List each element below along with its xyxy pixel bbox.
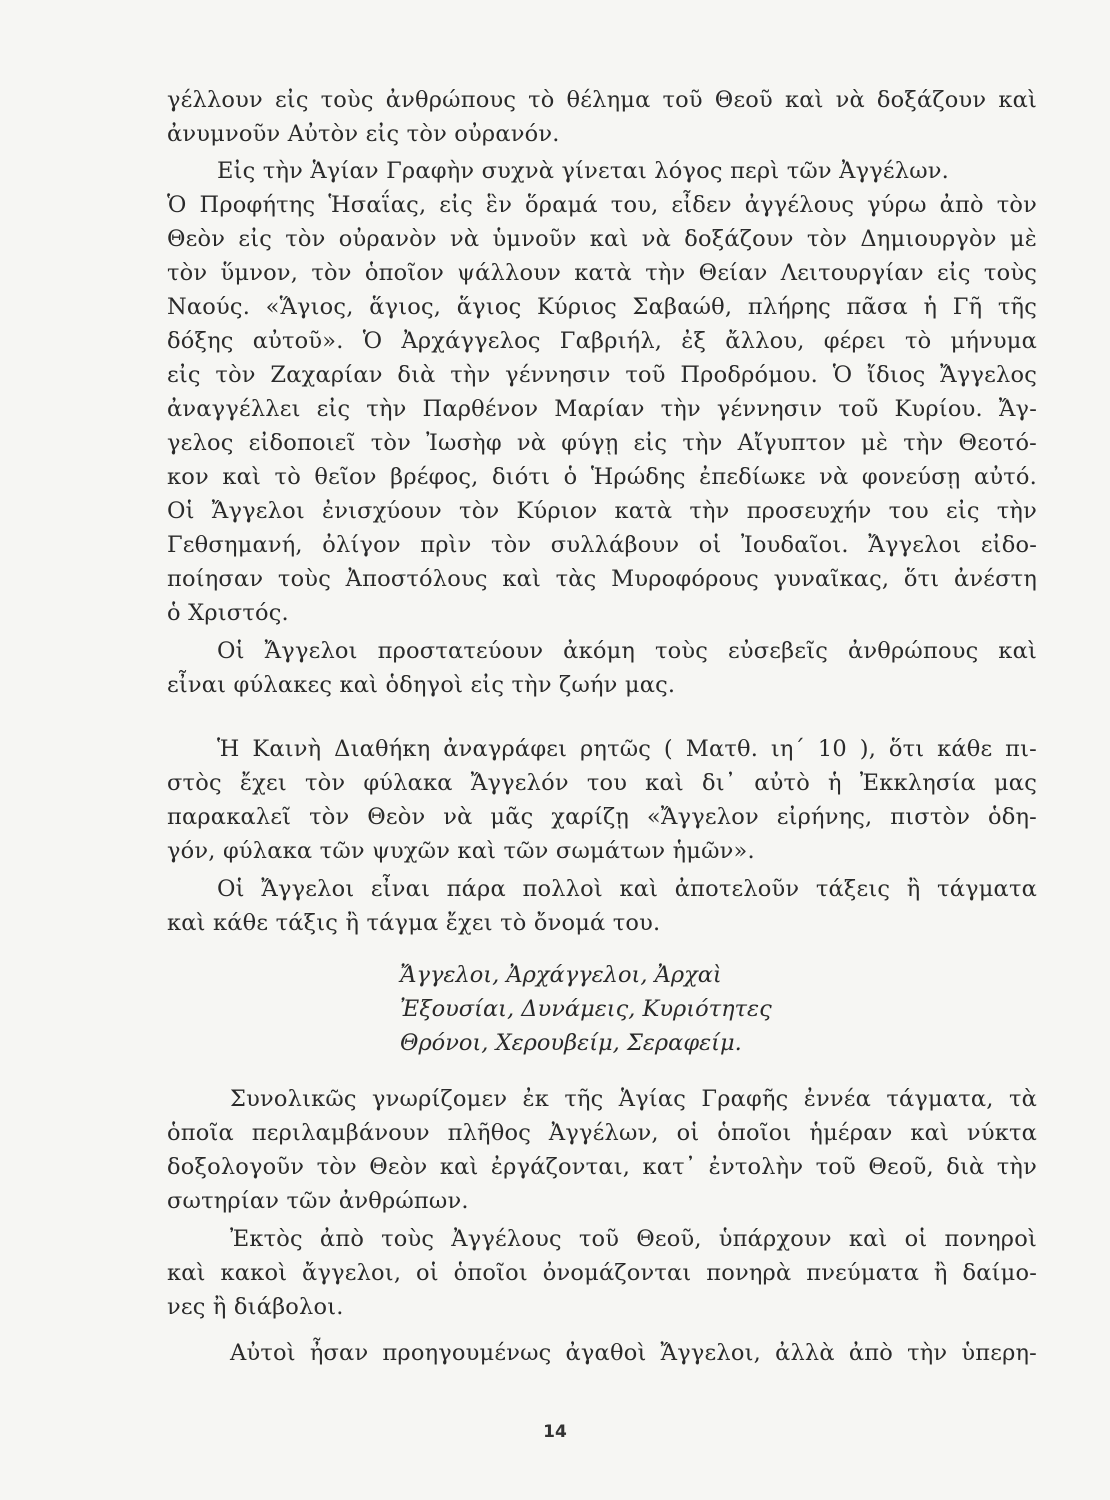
text-line: Αὐτοὶ ἦσαν προηγουμένως ἀγαθοὶ Ἄγγελοι, ἀλλὰ ἀπὸ τὴν ὑπερη- [230,1340,1037,1366]
text-line: ὁποῖα περιλαμβάνουν πλῆθος Ἀγγέλων, οἱ ὁποῖοι ἡμέραν καὶ νύκτα [167,1120,1037,1146]
text-line: Ἐκτὸς ἀπὸ τοὺς Ἀγγέλους τοῦ Θεοῦ, ὑπάρχουν καὶ οἱ πονηροὶ [230,1226,1037,1252]
text-line: εἰς τὸν Ζαχαρίαν διὰ τὴν γέννησιν τοῦ Προδρόμου. Ὁ ἴδιος Ἄγγελος [167,362,1037,388]
text-line: ποίησαν τοὺς Ἀποστόλους καὶ τὰς Μυροφόρους γυναῖκας, ὅτι ἀνέστη [167,566,1037,592]
text-line: Οἱ Ἄγγελοι ἐνισχύουν τὸν Κύριον κατὰ τὴν προσευχήν του εἰς τὴν [167,498,1037,524]
text-line: γελος εἰδοποιεῖ τὸν Ἰωσὴφ νὰ φύγῃ εἰς τὴν Αἴγυπτον μὲ τὴν Θεοτό- [167,430,1037,456]
text-line: κον καὶ τὸ θεῖον βρέφος, διότι ὁ Ἡρώδης ἐπεδίωκε νὰ φονεύσῃ αὐτό. [167,464,1037,490]
text-line: σωτηρίαν τῶν ἀνθρώπων. [167,1188,469,1214]
text-line: τὸν ὕμνον, τὸν ὁποῖον ψάλλουν κατὰ τὴν Θείαν Λειτουργίαν εἰς τοὺς [167,260,1037,286]
text-line: Ὁ Προφήτης Ἡσαΐας, εἰς ἓν ὅραμά του, εἶδεν ἀγγέλους γύρω ἀπὸ τὸν [167,192,1037,218]
text-line: Συνολικῶς γνωρίζομεν ἐκ τῆς Ἁγίας Γραφῆς ἐννέα τάγματα, τὰ [230,1086,1037,1112]
text-line: στὸς ἔχει τὸν φύλακα Ἄγγελόν του καὶ δι᾽ αὐτὸ ἡ Ἐκκλησία μας [167,770,1037,796]
text-line: δοξολογοῦν τὸν Θεὸν καὶ ἐργάζονται, κατ᾽ ἐντολὴν τοῦ Θεοῦ, διὰ τὴν [167,1154,1037,1180]
text-line: γέλλουν εἰς τοὺς ἀνθρώπους τὸ θέλημα τοῦ Θεοῦ καὶ νὰ δοξάζουν καὶ [167,87,1037,113]
text-line: παρακαλεῖ τὸν Θεὸν νὰ μᾶς χαρίζῃ «Ἄγγελον εἰρήνης, πιστὸν ὁδη- [167,804,1037,830]
text-line: Ναούς. «Ἅγιος, ἅγιος, ἅγιος Κύριος Σαβαώθ, πλήρης πᾶσα ἡ Γῆ τῆς [167,294,1037,320]
text-line: ἀνυμνοῦν Αὐτὸν εἰς τὸν οὐρανόν. [167,121,560,147]
text-line: γόν, φύλακα τῶν ψυχῶν καὶ τῶν σωμάτων ἡμῶν». [167,838,755,864]
text-line: Εἰς τὴν Ἁγίαν Γραφὴν συχνὰ γίνεται λόγος περὶ τῶν Ἀγγέλων. [217,158,949,184]
text-line: Θεὸν εἰς τὸν οὐρανὸν νὰ ὑμνοῦν καὶ νὰ δοξάζουν τὸν Δημιουργὸν μὲ [167,226,1037,252]
verse-line: Ἐξουσίαι, Δυνάμεις, Κυριότητες [400,996,772,1022]
text-line: δόξης αὐτοῦ». Ὁ Ἀρχάγγελος Γαβριήλ, ἐξ ἄλλου, φέρει τὸ μήνυμα [167,328,1037,354]
verse-line: Θρόνοι, Χερουβείμ, Σεραφείμ. [400,1030,742,1056]
text-line: καὶ κάθε τάξις ἢ τάγμα ἔχει τὸ ὄνομά του. [167,910,661,936]
verse-line: Ἄγγελοι, Ἀρχάγγελοι, Ἀρχαὶ [400,962,722,988]
text-line: Οἱ Ἄγγελοι προστατεύουν ἀκόμη τοὺς εὐσεβεῖς ἀνθρώπους καὶ [217,638,1037,664]
text-line: Οἱ Ἄγγελοι εἶναι πάρα πολλοὶ καὶ ἀποτελοῦν τάξεις ἢ τάγματα [217,876,1037,902]
text-line: εἶναι φύλακες καὶ ὁδηγοὶ εἰς τὴν ζωήν μας. [167,672,676,698]
text-line: καὶ κακοὶ ἄγγελοι, οἱ ὁποῖοι ὀνομάζονται πονηρὰ πνεύματα ἢ δαίμο- [167,1260,1037,1286]
text-line: ὁ Χριστός. [167,600,289,626]
page-number: 14 [543,1422,567,1442]
text-line: Ἡ Καινὴ Διαθήκη ἀναγράφει ρητῶς ( Ματθ. ιη΄ 10 ), ὅτι κάθε πι- [217,736,1037,762]
text-line: Γεθσημανή, ὀλίγον πρὶν τὸν συλλάβουν οἱ Ἰουδαῖοι. Ἄγγελοι εἰδο- [167,532,1037,558]
text-line: νες ἢ διάβολοι. [167,1294,344,1320]
text-line: ἀναγγέλλει εἰς τὴν Παρθένον Μαρίαν τὴν γέννησιν τοῦ Κυρίου. Ἄγ- [167,396,1037,422]
